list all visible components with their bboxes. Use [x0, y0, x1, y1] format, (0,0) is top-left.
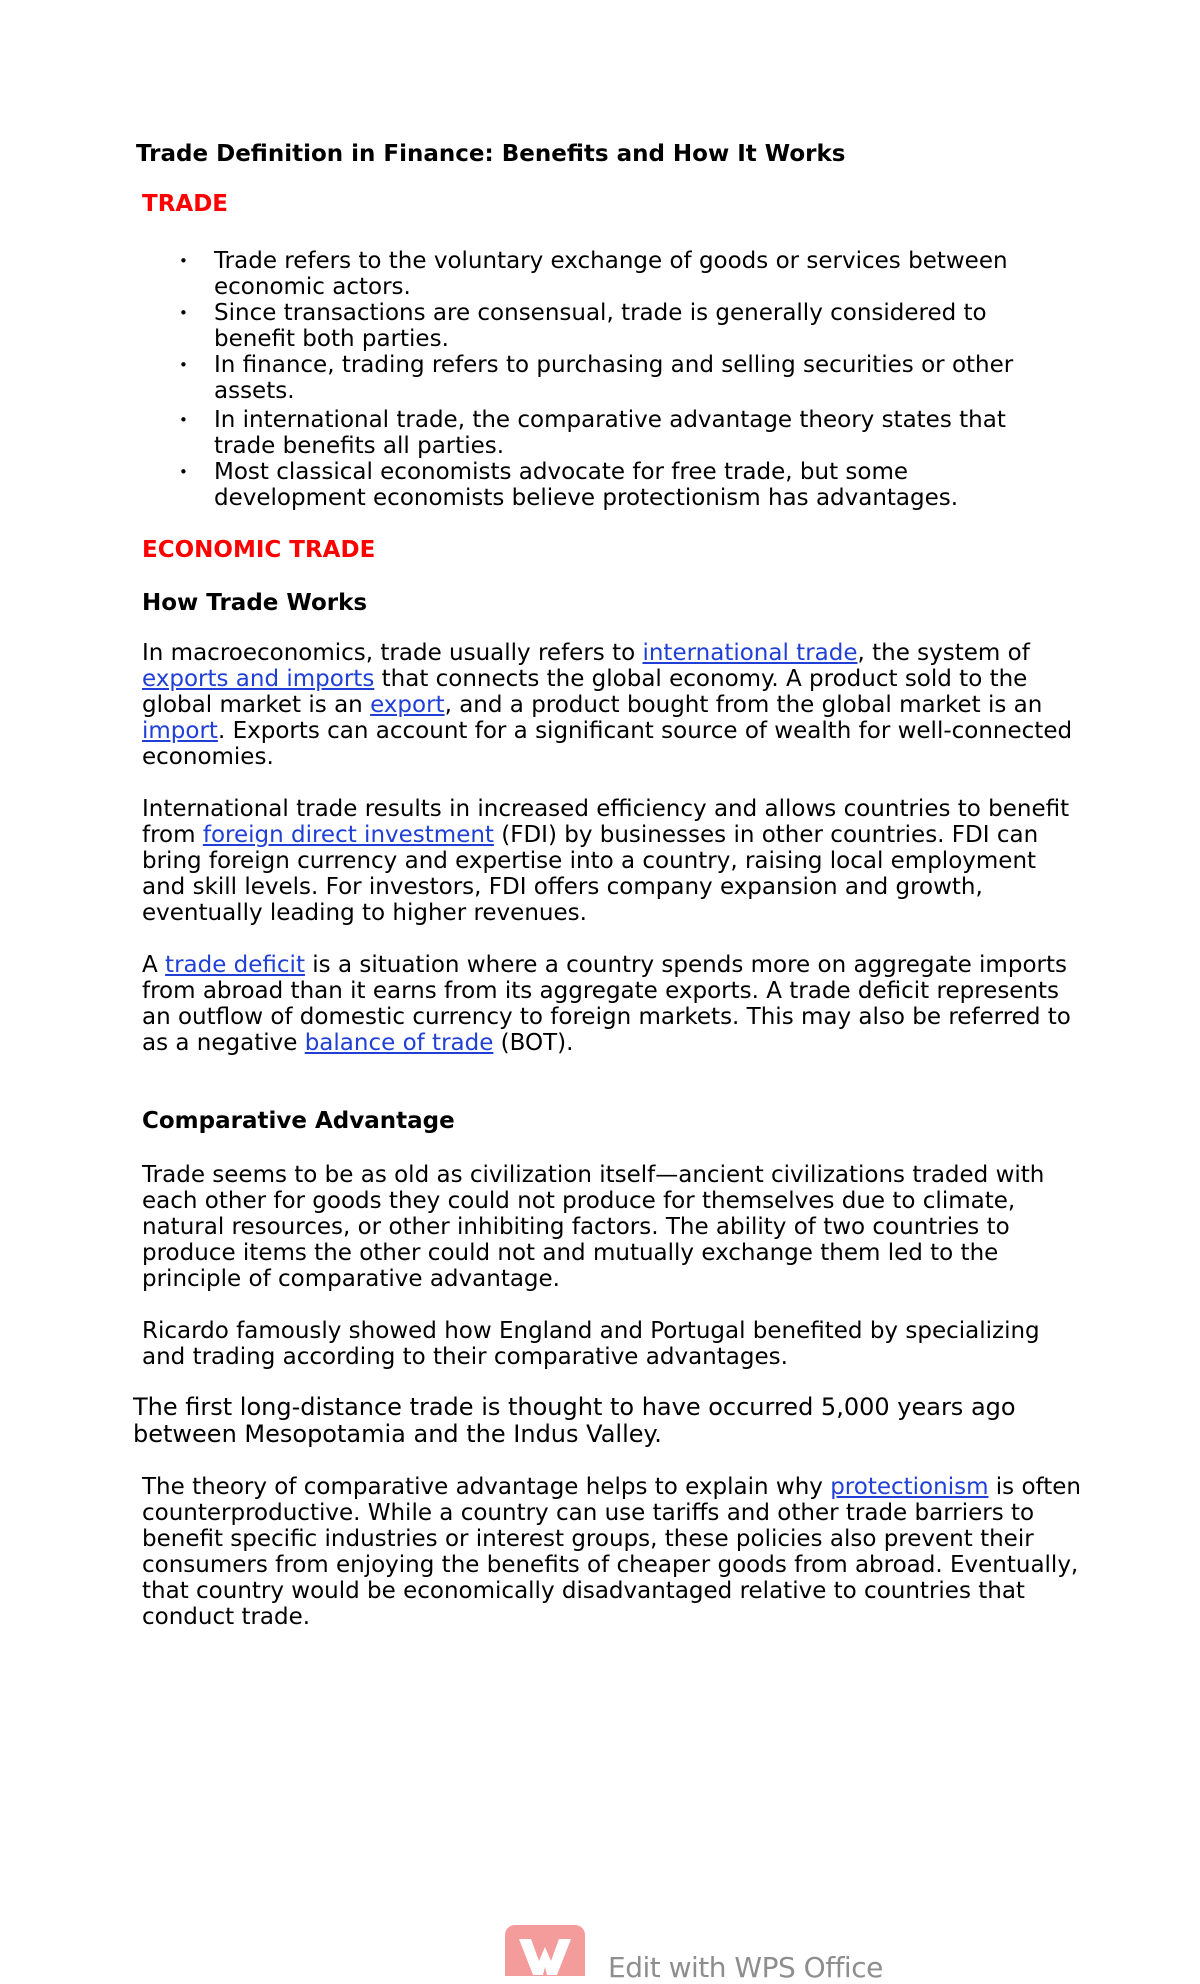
- text-run: International trade results in increased efficiency and allows countries to benefit from: [142, 796, 1070, 848]
- text-run: (FDI) by businesses in other countries. FDI can bring foreign currency and expertise into a country, raising local employment and skill levels. For investors, FDI offers company expansion and growth, eventually leading to higher revenues.: [142, 822, 1039, 926]
- link-exports-and-imports[interactable]: exports and imports: [142, 666, 375, 692]
- section-heading-trade: TRADE: [142, 191, 229, 217]
- list-item-text: Most classical economists advocate for free trade, but some development economists believe protectionism has advantages.: [214, 459, 959, 511]
- wps-logo-icon[interactable]: [505, 1925, 585, 1976]
- text-run: A: [142, 952, 166, 978]
- paragraph-international-trade: [142, 796, 1082, 926]
- list-item-text: Trade refers to the voluntary exchange of goods or services between economic actors.: [214, 248, 1008, 300]
- wps-watermark-text[interactable]: Edit with WPS Office: [608, 1951, 883, 1984]
- text-run: is a situation where a country spends more on aggregate imports from abroad than it earns from its aggregate exports. A trade deficit represents an outflow of domestic currency to foreign markets. This may also be referred to as a negative: [142, 952, 1071, 1056]
- document-title: Trade Definition in Finance: Benefits and How It Works: [136, 141, 846, 167]
- link-trade-deficit[interactable]: trade deficit: [165, 952, 305, 978]
- list-item-text: In finance, trading refers to purchasing and selling securities or other assets.: [214, 352, 1014, 404]
- text-run: , and a product bought from the global market is an: [444, 692, 1043, 718]
- text-run: . Exports can account for a significant source of wealth for well-connected economies.: [142, 718, 1073, 770]
- link-foreign-direct-investment[interactable]: foreign direct investment: [202, 822, 494, 848]
- link-export[interactable]: export: [370, 692, 445, 718]
- bullet-icon: •: [179, 463, 188, 481]
- link-balance-of-trade[interactable]: balance of trade: [304, 1030, 494, 1056]
- paragraph-protectionism: [142, 1474, 1082, 1630]
- text-run: , the system of: [857, 640, 1030, 666]
- list-item-text: In international trade, the comparative advantage theory states that trade benefits all parties.: [214, 407, 1006, 459]
- paragraph-ricardo: Ricardo famously showed how England and Portugal benefited by specializing and trading according to their comparative advantages.: [142, 1318, 1040, 1370]
- section-heading-economic-trade: ECONOMIC TRADE: [142, 537, 376, 563]
- list-item: [142, 459, 1062, 511]
- bullet-icon: •: [179, 304, 188, 322]
- wps-w-icon: [517, 1937, 573, 1976]
- paragraph-long-distance-trade: The first long-distance trade is thought to have occurred 5,000 years ago between Mesopotamia and the Indus Valley.: [133, 1393, 1016, 1448]
- link-import[interactable]: import: [142, 718, 218, 744]
- bullet-icon: •: [179, 411, 188, 429]
- heading-how-trade-works: How Trade Works: [142, 590, 368, 616]
- list-item-text: Since transactions are consensual, trade is generally considered to benefit both parties.: [214, 300, 987, 352]
- text-run: that connects the global economy. A product sold to the global market is an: [142, 666, 1028, 718]
- list-item: [142, 407, 1062, 459]
- list-item: [142, 248, 1062, 300]
- text-run: The theory of comparative advantage helps to explain why: [142, 1474, 831, 1500]
- heading-comparative-advantage: Comparative Advantage: [142, 1108, 455, 1134]
- bullet-icon: •: [179, 356, 188, 374]
- paragraph-macroeconomics: [142, 640, 1082, 770]
- text-run: is often counterproductive. While a country can use tariffs and other trade barriers to benefit specific industries or interest groups, these policies also prevent their consumers from enjoying the benefits of cheaper goods from abroad. Eventually, that country would be economically disadvantaged relative to countries that conduct trade.: [142, 1474, 1081, 1630]
- paragraph-trade-deficit: [142, 952, 1082, 1056]
- bullet-icon: •: [179, 252, 188, 270]
- list-item: [142, 300, 1062, 352]
- key-takeaways-list: [142, 248, 1062, 511]
- list-item: [142, 352, 1062, 407]
- text-run: (BOT).: [493, 1030, 574, 1056]
- link-protectionism[interactable]: protectionism: [830, 1474, 989, 1500]
- link-international-trade[interactable]: international trade: [642, 640, 858, 666]
- paragraph-civilization: Trade seems to be as old as civilization itself—ancient civilizations traded with each other for goods they could not produce for themselves due to climate, natural resources, or other inhibiting factors. The ability of two countries to produce items the other could not and mutually exchange them led to the principle of comparative advantage.: [142, 1162, 1045, 1292]
- text-run: In macroeconomics, trade usually refers to: [142, 640, 643, 666]
